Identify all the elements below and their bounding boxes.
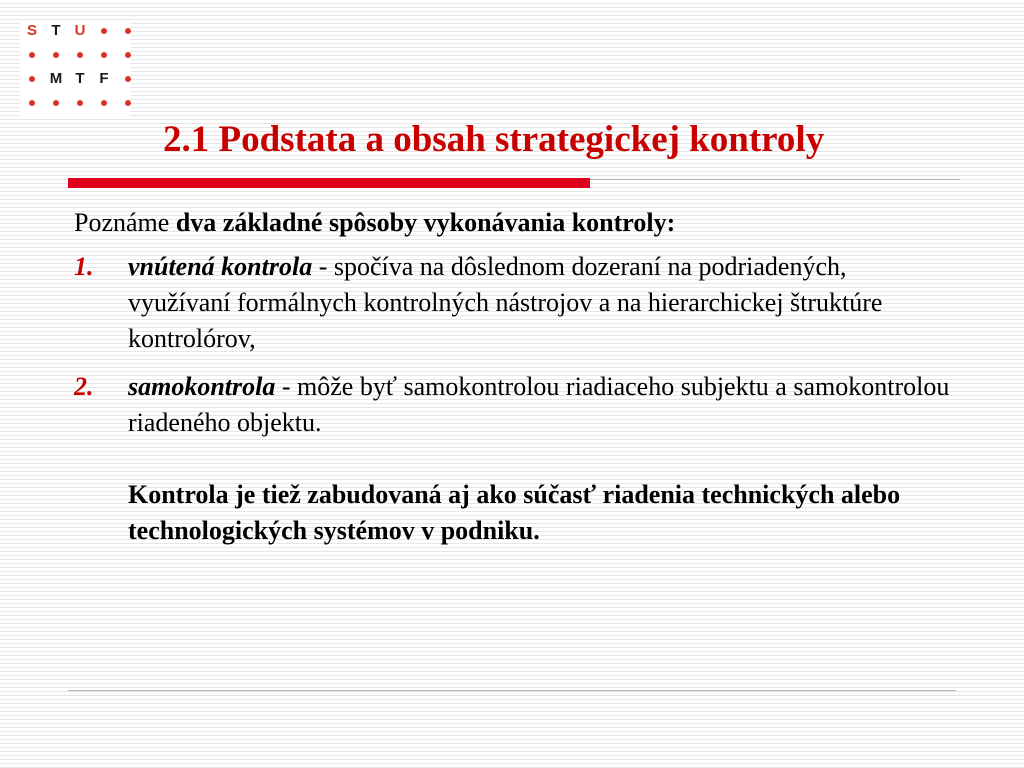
logo-cell [92, 44, 116, 66]
logo-dot [29, 76, 35, 82]
logo-letter: T [75, 70, 85, 87]
intro-text: Poznáme [74, 208, 176, 237]
list-term: samokontrola [128, 372, 276, 401]
logo-dot [29, 52, 35, 58]
logo-letter: S [26, 22, 37, 39]
list-number: 1. [74, 252, 94, 281]
logo-cell [20, 68, 44, 90]
title-divider-line [590, 179, 960, 180]
logo-dot [125, 28, 131, 34]
logo-letter: F [99, 70, 109, 87]
logo-cell [68, 44, 92, 66]
logo-cell [20, 92, 44, 114]
logo-dot [53, 52, 59, 58]
logo-cell [92, 92, 116, 114]
list-term: vnútená kontrola [128, 252, 313, 281]
logo-letter: T [51, 22, 61, 39]
intro-bold-text: dva základné spôsoby vykonávania kontroly: [175, 208, 676, 237]
logo-dot [125, 100, 131, 106]
title-accent-bar [68, 178, 590, 188]
list-description: - môže byť samokontrolou riadiaceho subjektu a samokontrolou riadeného objektu. [128, 372, 950, 437]
logo-cell [20, 44, 44, 66]
logo-cell [116, 20, 140, 42]
logo-letter: U [74, 22, 86, 39]
intro-paragraph [74, 205, 954, 241]
footer-divider-line [68, 690, 956, 691]
list-item-1 [74, 249, 954, 357]
slide-title: 2.1 Podstata a obsah strategickej kontroly [163, 119, 825, 160]
logo-dot [29, 100, 35, 106]
closing-note: Kontrola je tiež zabudovaná aj ako súčasť riadenia technických alebo technologických systémov v podniku. [128, 480, 901, 545]
logo-cell [68, 92, 92, 114]
logo-dot [77, 100, 83, 106]
logo-cell [116, 92, 140, 114]
logo-dot [125, 52, 131, 58]
logo-dot [77, 52, 83, 58]
logo-dot [101, 100, 107, 106]
logo-letter: M [49, 70, 63, 87]
logo-cell [116, 68, 140, 90]
list-item-2 [74, 369, 954, 441]
logo-cell [116, 44, 140, 66]
logo-dot [125, 76, 131, 82]
stu-mtf-logo [20, 20, 130, 116]
list-number: 2. [74, 372, 94, 401]
logo-dot [101, 28, 107, 34]
logo-cell [44, 92, 68, 114]
logo-cell [44, 44, 68, 66]
logo-cell [92, 20, 116, 42]
list-description: - spočíva na dôslednom dozeraní na podriadených, využívaní formálnych kontrolných nástrojov a na hierarchickej štruktúre kontrolórov, [128, 252, 883, 353]
slide-body [74, 205, 954, 549]
logo-dot [101, 52, 107, 58]
logo-dot [53, 100, 59, 106]
